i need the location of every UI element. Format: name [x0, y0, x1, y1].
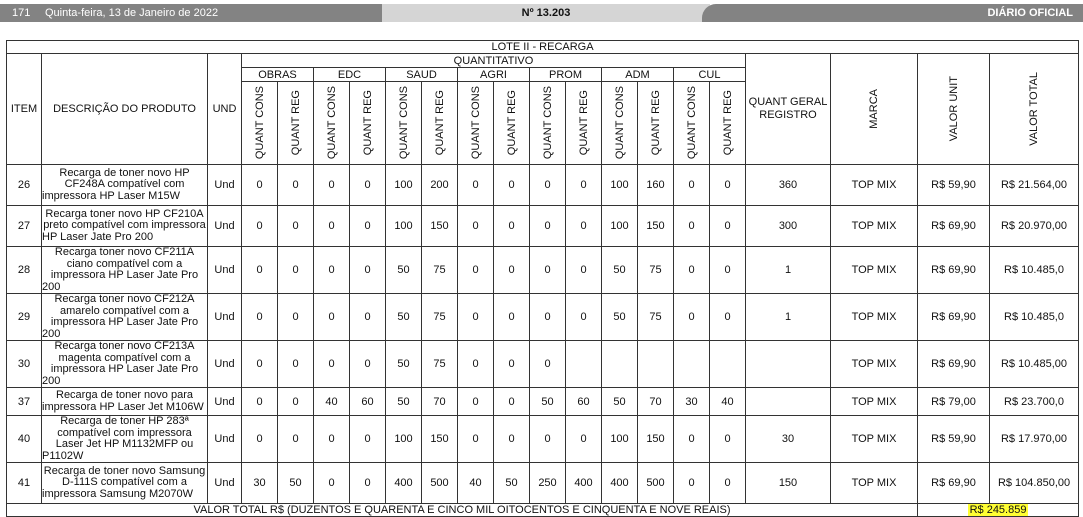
cell-valor-unit: R$ 69,90	[918, 463, 990, 504]
cell-description: Recarga de toner novo para impressora HP Laser Jet M106W	[42, 388, 208, 416]
cell-quantity: 0	[242, 416, 278, 463]
table-row	[7, 463, 1079, 504]
cell-item: 27	[7, 206, 42, 247]
cell-quantity: 0	[530, 247, 566, 294]
subheader-obras-cons	[242, 82, 278, 165]
cell-quantity: 400	[602, 463, 638, 504]
cell-quantity: 75	[422, 294, 458, 341]
cell-valor-total: R$ 104.850,00	[990, 463, 1079, 504]
cell-quantity: 0	[566, 165, 602, 206]
cell-valor-unit: R$ 69,90	[918, 294, 990, 341]
cell-und: Und	[208, 341, 242, 388]
cell-quantity: 0	[458, 294, 494, 341]
lote-table	[6, 40, 1079, 517]
cell-quantity: 0	[458, 165, 494, 206]
cell-marca: TOP MIX	[831, 247, 918, 294]
col-item-header: ITEM	[7, 54, 42, 165]
cell-quantity: 50	[530, 388, 566, 416]
cell-quantity: 0	[350, 165, 386, 206]
subheader-cul-reg	[710, 82, 746, 165]
cell-quantity: 50	[386, 294, 422, 341]
cell-quantity: 0	[350, 341, 386, 388]
cell-item: 29	[7, 294, 42, 341]
cell-quantity: 75	[638, 247, 674, 294]
cell-quant-geral: 1	[746, 294, 831, 341]
cell-quantity: 160	[638, 165, 674, 206]
edition-number: Nº 13.203	[382, 4, 710, 22]
cell-quantity: 0	[314, 294, 350, 341]
cell-quantity: 400	[386, 463, 422, 504]
cell-quantity: 50	[278, 463, 314, 504]
cell-quantity: 40	[710, 388, 746, 416]
cell-quantity	[566, 341, 602, 388]
cell-quantity: 0	[494, 388, 530, 416]
cell-quantity: 50	[602, 294, 638, 341]
subheader-label: QUANT REG	[721, 90, 734, 156]
col-desc-header: DESCRIÇÃO DO PRODUTO	[42, 54, 208, 165]
cell-quantity: 75	[422, 341, 458, 388]
cell-quantity: 500	[638, 463, 674, 504]
cell-quantity: 40	[314, 388, 350, 416]
cell-item: 28	[7, 247, 42, 294]
cell-marca: TOP MIX	[831, 388, 918, 416]
cell-item: 41	[7, 463, 42, 504]
cell-quantity: 75	[638, 294, 674, 341]
cell-valor-total: R$ 10.485,0	[990, 294, 1079, 341]
cell-quantity: 0	[278, 247, 314, 294]
cell-quant-geral: 150	[746, 463, 831, 504]
cell-quantity: 0	[530, 206, 566, 247]
cell-description: Recarga de toner novo HP CF248A compatível com impressora HP Laser M15W	[42, 165, 208, 206]
cell-quantity: 0	[242, 206, 278, 247]
cell-quantity: 0	[458, 247, 494, 294]
cell-marca: TOP MIX	[831, 341, 918, 388]
cell-quantity: 0	[458, 341, 494, 388]
cell-quantity: 70	[422, 388, 458, 416]
cell-quantity: 0	[494, 416, 530, 463]
table-row	[7, 206, 1079, 247]
subheader-label: QUANT CONS	[541, 86, 554, 160]
subheader-label: QUANT REG	[433, 90, 446, 156]
cell-quantity: 150	[422, 416, 458, 463]
cell-und: Und	[208, 416, 242, 463]
cell-quantity: 0	[674, 294, 710, 341]
cell-quantity: 30	[242, 463, 278, 504]
cell-quantity: 0	[494, 165, 530, 206]
cell-quantity: 0	[710, 416, 746, 463]
cell-description: Recarga de toner HP 283ª compatível com impressora Laser Jet HP M1132MFP ou P1102W	[42, 416, 208, 463]
header-right-band	[702, 4, 1083, 22]
cell-quantity: 30	[674, 388, 710, 416]
cell-quantity: 150	[638, 416, 674, 463]
cell-quantity: 0	[458, 416, 494, 463]
subheader-label: QUANT CONS	[325, 86, 338, 160]
subheader-label: QUANT REG	[577, 90, 590, 156]
cell-marca: TOP MIX	[831, 165, 918, 206]
total-value-cell	[918, 504, 1079, 517]
cell-quantity: 100	[602, 206, 638, 247]
subheader-obras-reg	[278, 82, 314, 165]
page-header	[0, 0, 1083, 22]
subheader-label: QUANT CONS	[397, 86, 410, 160]
valor-unit-label: VALOR UNIT	[947, 76, 960, 142]
cell-quantity	[710, 341, 746, 388]
cell-valor-unit: R$ 59,90	[918, 165, 990, 206]
subheader-adm-cons	[602, 82, 638, 165]
subheader-label: QUANT REG	[289, 90, 302, 156]
cell-quantity: 500	[422, 463, 458, 504]
cell-marca: TOP MIX	[831, 416, 918, 463]
cell-quantity: 0	[494, 206, 530, 247]
cell-quantity	[674, 341, 710, 388]
cell-quantity: 0	[674, 416, 710, 463]
page-number: 171	[12, 7, 31, 19]
cell-quantity: 400	[566, 463, 602, 504]
cell-quantity: 0	[278, 206, 314, 247]
cell-quantity: 0	[314, 341, 350, 388]
cell-quant-geral: 1	[746, 247, 831, 294]
cell-quantity: 150	[638, 206, 674, 247]
subheader-label: QUANT CONS	[685, 86, 698, 160]
cell-und: Und	[208, 294, 242, 341]
cell-valor-total: R$ 21.564,00	[990, 165, 1079, 206]
col-valor-total-header	[990, 54, 1079, 165]
subheader-cul-cons	[674, 82, 710, 165]
cell-und: Und	[208, 206, 242, 247]
cell-quantity: 0	[314, 416, 350, 463]
cell-quantity: 50	[386, 388, 422, 416]
group-header-edc: EDC	[314, 68, 386, 82]
cell-valor-unit: R$ 59,90	[918, 416, 990, 463]
cell-valor-unit: R$ 69,90	[918, 247, 990, 294]
cell-item: 40	[7, 416, 42, 463]
cell-quantity: 75	[422, 247, 458, 294]
cell-valor-unit: R$ 79,00	[918, 388, 990, 416]
cell-quantity: 0	[494, 294, 530, 341]
cell-quantity: 50	[602, 388, 638, 416]
subheader-label: QUANT REG	[361, 90, 374, 156]
group-header-agri: AGRI	[458, 68, 530, 82]
cell-quantity: 100	[602, 416, 638, 463]
valor-total-label: VALOR TOTAL	[1028, 72, 1041, 146]
col-und-header: UND	[208, 54, 242, 165]
cell-quantity: 0	[674, 247, 710, 294]
cell-quantity: 50	[386, 247, 422, 294]
cell-quantity: 0	[458, 388, 494, 416]
cell-quantity: 0	[350, 247, 386, 294]
cell-quantity: 0	[314, 247, 350, 294]
cell-quantity: 0	[242, 294, 278, 341]
cell-quantity: 50	[494, 463, 530, 504]
cell-quantity: 0	[278, 165, 314, 206]
col-marca-header	[831, 54, 918, 165]
cell-quantity: 70	[638, 388, 674, 416]
cell-quantity: 0	[710, 247, 746, 294]
cell-valor-total: R$ 10.485,00	[990, 341, 1079, 388]
cell-quantity: 0	[674, 463, 710, 504]
subheader-label: QUANT CONS	[253, 86, 266, 160]
subheader-agri-reg	[494, 82, 530, 165]
group-header-obras: OBRAS	[242, 68, 314, 82]
cell-quantity: 100	[386, 416, 422, 463]
group-header-cul: CUL	[674, 68, 746, 82]
cell-quantity: 0	[242, 388, 278, 416]
cell-quant-geral: 30	[746, 416, 831, 463]
cell-marca: TOP MIX	[831, 294, 918, 341]
subheader-agri-cons	[458, 82, 494, 165]
cell-quantity: 0	[710, 165, 746, 206]
cell-quantity: 0	[350, 294, 386, 341]
cell-valor-total: R$ 20.970,00	[990, 206, 1079, 247]
cell-quantity: 0	[710, 294, 746, 341]
header-left-band	[0, 4, 395, 22]
cell-und: Und	[208, 463, 242, 504]
total-row	[7, 504, 1079, 517]
cell-quantity: 0	[458, 206, 494, 247]
cell-quantity: 0	[350, 463, 386, 504]
cell-description: Recarga de toner novo Samsung D-111S compatível com a impressora Samsung M2070W	[42, 463, 208, 504]
publication-date: Quinta-feira, 13 de Janeiro de 2022	[45, 7, 219, 19]
cell-quantity: 0	[494, 341, 530, 388]
cell-quantity: 0	[314, 206, 350, 247]
subheader-label: QUANT CONS	[613, 86, 626, 160]
cell-quantity: 0	[494, 247, 530, 294]
cell-und: Und	[208, 165, 242, 206]
subheader-prom-reg	[566, 82, 602, 165]
cell-valor-total: R$ 10.485,0	[990, 247, 1079, 294]
cell-quantity: 0	[674, 165, 710, 206]
cell-quantity: 0	[530, 165, 566, 206]
cell-quantity: 0	[314, 463, 350, 504]
subheader-label: QUANT CONS	[469, 86, 482, 160]
cell-quantity	[638, 341, 674, 388]
cell-quantity: 0	[278, 416, 314, 463]
cell-quantity: 150	[422, 206, 458, 247]
lote-title: LOTE II - RECARGA	[7, 41, 1079, 54]
cell-quantity: 60	[566, 388, 602, 416]
cell-quantity: 0	[278, 388, 314, 416]
cell-quantity	[602, 341, 638, 388]
group-header-saud: SAUD	[386, 68, 458, 82]
cell-valor-total: R$ 23.700,0	[990, 388, 1079, 416]
cell-valor-total: R$ 17.970,00	[990, 416, 1079, 463]
cell-valor-unit: R$ 69,90	[918, 341, 990, 388]
cell-quantity: 0	[566, 416, 602, 463]
cell-quantity: 0	[566, 294, 602, 341]
cell-quantity: 0	[566, 206, 602, 247]
marca-label: MARCA	[868, 89, 880, 129]
cell-quantity: 0	[566, 247, 602, 294]
cell-marca: TOP MIX	[831, 206, 918, 247]
group-header-prom: PROM	[530, 68, 602, 82]
table-row	[7, 247, 1079, 294]
total-value: R$ 245.859	[969, 504, 1027, 516]
cell-description: Recarga toner novo CF211A ciano compatível com a impressora HP Laser Jate Pro 200	[42, 247, 208, 294]
cell-und: Und	[208, 247, 242, 294]
cell-quantity: 0	[530, 416, 566, 463]
cell-description: Recarga toner novo CF213A magenta compatível com a impressora HP Laser Jate Pro 200	[42, 341, 208, 388]
cell-quantity: 0	[710, 206, 746, 247]
cell-quantity: 100	[386, 206, 422, 247]
cell-quantity: 0	[242, 247, 278, 294]
cell-quantity: 0	[242, 165, 278, 206]
publication-name: DIÁRIO OFICIAL	[987, 7, 1073, 19]
cell-description: Recarga toner novo CF212A amarelo compatível com a impressora HP Laser Jate Pro 200	[42, 294, 208, 341]
cell-quantity: 40	[458, 463, 494, 504]
cell-und: Und	[208, 388, 242, 416]
cell-quantity: 50	[386, 341, 422, 388]
cell-quant-geral: 360	[746, 165, 831, 206]
cell-item: 37	[7, 388, 42, 416]
col-valor-unit-header	[918, 54, 990, 165]
subheader-label: QUANT REG	[649, 90, 662, 156]
cell-quantity: 50	[602, 247, 638, 294]
cell-valor-unit: R$ 69,90	[918, 206, 990, 247]
cell-quantity: 0	[674, 206, 710, 247]
subheader-edc-reg	[350, 82, 386, 165]
cell-quantity: 200	[422, 165, 458, 206]
cell-marca: TOP MIX	[831, 463, 918, 504]
subheader-edc-cons	[314, 82, 350, 165]
cell-quantity: 0	[278, 341, 314, 388]
col-quant-geral-header: QUANT GERAL REGISTRO	[746, 54, 831, 165]
total-label: VALOR TOTAL R$ (DUZENTOS E QUARENTA E CINCO MIL OITOCENTOS E CINQUENTA E NOVE REAIS)	[7, 504, 918, 517]
table-row	[7, 388, 1079, 416]
cell-quantity: 0	[350, 416, 386, 463]
quantitativo-header: QUANTITATIVO	[242, 54, 746, 68]
cell-quantity: 0	[278, 294, 314, 341]
cell-quantity: 100	[386, 165, 422, 206]
subheader-saud-cons	[386, 82, 422, 165]
subheader-prom-cons	[530, 82, 566, 165]
cell-quantity: 0	[314, 165, 350, 206]
cell-quantity: 0	[350, 206, 386, 247]
cell-quantity: 60	[350, 388, 386, 416]
cell-item: 26	[7, 165, 42, 206]
cell-quant-geral	[746, 388, 831, 416]
cell-item: 30	[7, 341, 42, 388]
table-row	[7, 294, 1079, 341]
cell-quant-geral: 300	[746, 206, 831, 247]
table-row	[7, 165, 1079, 206]
subheader-adm-reg	[638, 82, 674, 165]
group-header-adm: ADM	[602, 68, 674, 82]
cell-quantity: 0	[710, 463, 746, 504]
cell-description: Recarga toner novo HP CF210A preto compatível com impressora HP Laser Jate Pro 200	[42, 206, 208, 247]
cell-quantity: 0	[530, 341, 566, 388]
cell-quantity: 0	[242, 341, 278, 388]
cell-quantity: 0	[530, 294, 566, 341]
subheader-label: QUANT REG	[505, 90, 518, 156]
cell-quantity: 250	[530, 463, 566, 504]
cell-quant-geral	[746, 341, 831, 388]
cell-quantity: 100	[602, 165, 638, 206]
table-row	[7, 341, 1079, 388]
table-row	[7, 416, 1079, 463]
subheader-saud-reg	[422, 82, 458, 165]
